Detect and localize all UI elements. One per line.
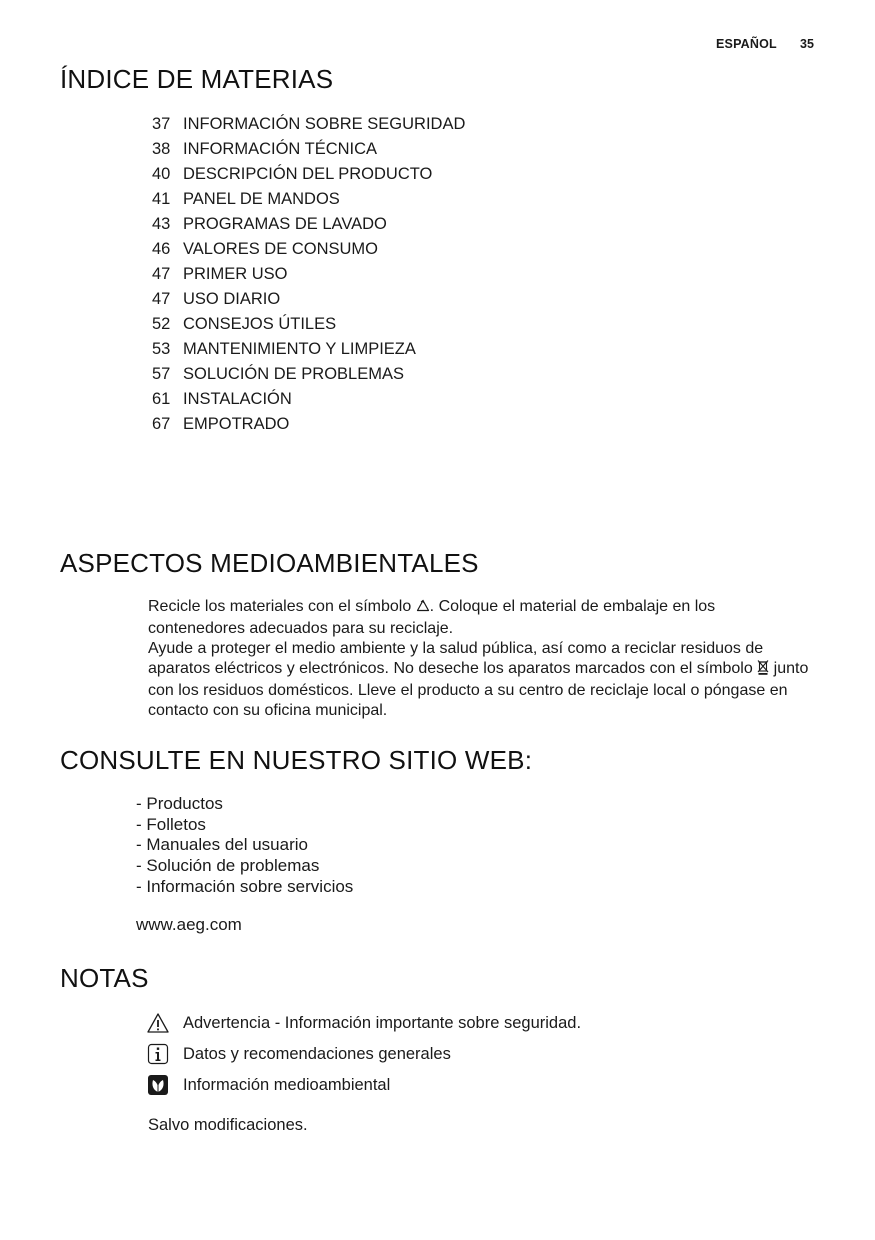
toc-page: 38 bbox=[152, 140, 171, 158]
environment-paragraph-2 bbox=[148, 639, 813, 721]
toc-item[interactable] bbox=[152, 412, 465, 437]
environment-p2-a: Ayude a proteger el medio ambiente y la salud pública, así como a reciclar residuos de aparatos eléctricos y electrónicos. No deseche los aparatos marcados con el símbolo bbox=[148, 640, 764, 677]
crossed-bin-icon bbox=[757, 659, 769, 681]
website-item: - Folletos bbox=[136, 814, 206, 834]
toc-label: INFORMACIÓN SOBRE SEGURIDAD bbox=[183, 115, 466, 133]
toc-page: 47 bbox=[152, 265, 171, 283]
toc-page: 41 bbox=[152, 190, 171, 208]
toc-page: 57 bbox=[152, 365, 171, 383]
toc-label: EMPOTRADO bbox=[183, 415, 290, 433]
toc-page: 40 bbox=[152, 165, 171, 183]
toc-item[interactable] bbox=[152, 362, 465, 387]
warning-icon bbox=[146, 1011, 170, 1035]
toc-label: MANTENIMIENTO Y LIMPIEZA bbox=[183, 340, 416, 358]
toc-label: VALORES DE CONSUMO bbox=[183, 240, 378, 258]
modification-notice: Salvo modificaciones. bbox=[148, 1116, 308, 1134]
toc-item[interactable] bbox=[152, 112, 465, 137]
note-warning bbox=[146, 1011, 581, 1035]
toc-page: 43 bbox=[152, 215, 171, 233]
website-list bbox=[136, 794, 353, 897]
toc-label: CONSEJOS ÚTILES bbox=[183, 315, 337, 333]
toc-item[interactable] bbox=[152, 262, 465, 287]
toc-label: SOLUCIÓN DE PROBLEMAS bbox=[183, 365, 404, 383]
website-title: CONSULTE EN NUESTRO SITIO WEB: bbox=[60, 745, 533, 775]
toc-item[interactable] bbox=[152, 312, 465, 337]
environment-paragraph-1 bbox=[148, 597, 813, 639]
website-item: - Manuales del usuario bbox=[136, 835, 308, 855]
toc-label: INSTALACIÓN bbox=[183, 390, 292, 408]
toc-item[interactable] bbox=[152, 162, 465, 187]
note-text: Información medioambiental bbox=[183, 1075, 391, 1094]
toc-item[interactable] bbox=[152, 237, 465, 262]
toc-page: 46 bbox=[152, 240, 171, 258]
website-url[interactable]: www.aeg.com bbox=[136, 915, 242, 934]
toc-item[interactable] bbox=[152, 187, 465, 212]
environment-p2-b: junto con los residuos domésticos. Lleve el producto a su centro de reciclaje local o póngase en contacto con su oficina municipal. bbox=[148, 660, 809, 719]
website-item: - Información sobre servicios bbox=[136, 876, 354, 896]
toc-label: PRIMER USO bbox=[183, 265, 288, 283]
toc-item[interactable] bbox=[152, 387, 465, 412]
toc-item[interactable] bbox=[152, 137, 465, 162]
note-text: Advertencia - Información importante sobre seguridad. bbox=[183, 1013, 582, 1032]
toc-label: INFORMACIÓN TÉCNICA bbox=[183, 140, 378, 158]
toc-page: 47 bbox=[152, 290, 171, 308]
toc-page: 67 bbox=[152, 415, 171, 433]
toc-label: PANEL DE MANDOS bbox=[183, 190, 340, 208]
environment-icon bbox=[146, 1073, 170, 1097]
toc-list bbox=[152, 112, 465, 437]
website-item: - Solución de problemas bbox=[136, 856, 320, 876]
toc-label: USO DIARIO bbox=[183, 290, 281, 308]
note-environment bbox=[146, 1073, 390, 1097]
environment-text bbox=[148, 597, 813, 721]
toc-item[interactable] bbox=[152, 212, 465, 237]
info-icon bbox=[146, 1042, 170, 1066]
toc-page: 61 bbox=[152, 390, 171, 408]
website-item: - Productos bbox=[136, 794, 223, 813]
toc-page: 52 bbox=[152, 315, 171, 333]
recycle-icon bbox=[416, 599, 430, 619]
toc-label: PROGRAMAS DE LAVADO bbox=[183, 215, 387, 233]
notes-title: NOTAS bbox=[60, 963, 149, 993]
toc-item[interactable] bbox=[152, 337, 465, 362]
toc-page: 53 bbox=[152, 340, 171, 358]
toc-item[interactable] bbox=[152, 287, 465, 312]
environment-title: ASPECTOS MEDIOAMBIENTALES bbox=[60, 548, 479, 578]
toc-label: DESCRIPCIÓN DEL PRODUCTO bbox=[183, 165, 433, 183]
environment-p1-b: . Coloque el material de embalaje en los contenedores adecuados para su reciclaje. bbox=[148, 598, 716, 637]
toc-title: ÍNDICE DE MATERIAS bbox=[60, 64, 334, 94]
page-number: 35 bbox=[800, 37, 814, 51]
language-label: ESPAÑOL bbox=[716, 37, 777, 51]
note-info bbox=[146, 1042, 451, 1066]
note-text: Datos y recomendaciones generales bbox=[183, 1044, 451, 1063]
environment-p1-a: Recicle los materiales con el símbolo bbox=[148, 598, 412, 615]
toc-page: 37 bbox=[152, 115, 171, 133]
